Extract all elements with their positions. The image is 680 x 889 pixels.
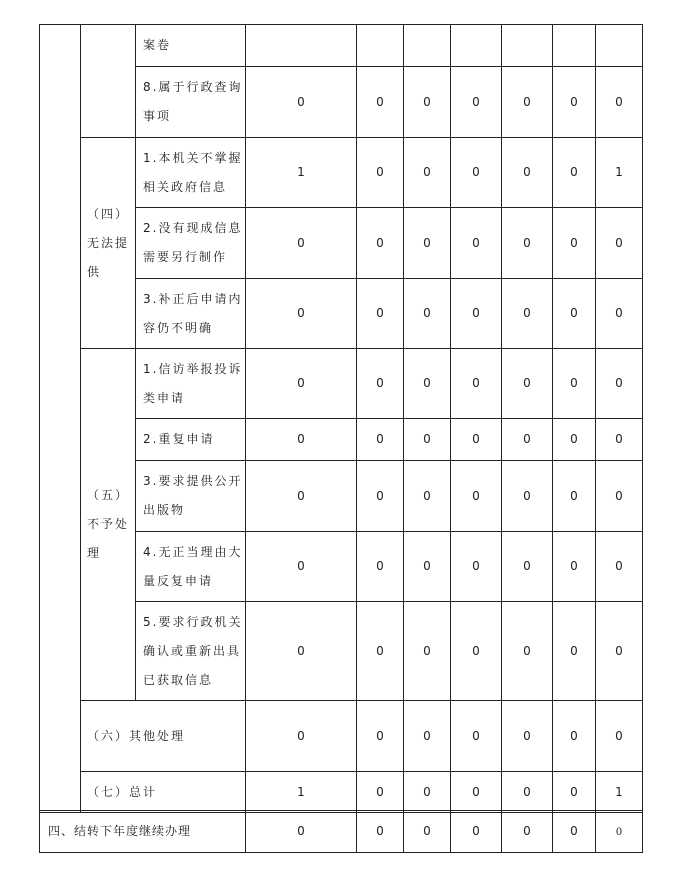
table-row — [40, 138, 643, 208]
row-label: 1.信访举报投诉类申请 — [136, 349, 246, 419]
value-cell: 0 — [553, 349, 596, 419]
value-cell: 0 — [553, 532, 596, 602]
value-cell: 0 — [404, 701, 451, 772]
left-margin-cell — [40, 25, 81, 813]
value-cell: 0 — [553, 701, 596, 772]
group-label-not-processed: （五）不予处理 — [81, 349, 136, 701]
value-cell: 1 — [246, 138, 357, 208]
value-cell: 0 — [246, 279, 357, 349]
value-cell: 0 — [596, 67, 643, 138]
value-cell: 0 — [451, 532, 502, 602]
value-cell: 0 — [404, 419, 451, 461]
row-label: 8.属于行政查询事项 — [136, 67, 246, 138]
value-cell: 0 — [404, 138, 451, 208]
row-label-total: （七）总计 — [81, 772, 246, 813]
value-cell: 0 — [404, 532, 451, 602]
statistics-table — [39, 24, 643, 813]
value-cell: 0 — [553, 811, 596, 853]
value-cell: 0 — [502, 532, 553, 602]
row-label: 3.要求提供公开出版物 — [136, 461, 246, 532]
value-cell: 0 — [596, 811, 643, 853]
value-cell: 0 — [553, 419, 596, 461]
table-row — [40, 772, 643, 813]
value-cell — [596, 25, 643, 67]
row-label: 2.没有现成信息需要另行制作 — [136, 208, 246, 279]
value-cell: 1 — [596, 138, 643, 208]
row-label: 1.本机关不掌握相关政府信息 — [136, 138, 246, 208]
value-cell: 0 — [404, 279, 451, 349]
value-cell — [357, 25, 404, 67]
value-cell: 0 — [596, 701, 643, 772]
value-cell: 0 — [451, 67, 502, 138]
value-cell: 0 — [451, 279, 502, 349]
value-cell: 0 — [502, 602, 553, 701]
value-cell: 0 — [357, 138, 404, 208]
value-cell: 0 — [553, 461, 596, 532]
value-cell: 0 — [246, 811, 357, 853]
value-cell: 0 — [502, 461, 553, 532]
value-cell: 0 — [246, 208, 357, 279]
value-cell: 0 — [246, 419, 357, 461]
value-cell: 0 — [502, 701, 553, 772]
value-cell: 0 — [553, 67, 596, 138]
value-cell: 0 — [553, 772, 596, 813]
value-cell: 0 — [553, 602, 596, 701]
value-cell: 0 — [357, 532, 404, 602]
carryover-table — [39, 810, 643, 853]
value-cell: 0 — [404, 349, 451, 419]
row-label: 案卷 — [136, 25, 246, 67]
table-row — [40, 811, 643, 853]
value-cell: 0 — [357, 419, 404, 461]
row-label: 5.要求行政机关确认或重新出具已获取信息 — [136, 602, 246, 701]
table-row — [40, 25, 643, 67]
value-cell: 0 — [596, 461, 643, 532]
value-cell: 0 — [502, 811, 553, 853]
value-cell: 0 — [357, 461, 404, 532]
value-cell: 0 — [357, 349, 404, 419]
value-cell: 1 — [246, 772, 357, 813]
value-cell: 0 — [357, 701, 404, 772]
value-cell: 0 — [357, 67, 404, 138]
value-cell: 0 — [404, 67, 451, 138]
value-cell: 0 — [596, 279, 643, 349]
value-cell — [553, 25, 596, 67]
value-cell: 0 — [404, 772, 451, 813]
value-cell: 0 — [451, 138, 502, 208]
value-cell: 1 — [596, 772, 643, 813]
row-label: 4.无正当理由大量反复申请 — [136, 532, 246, 602]
value-cell — [404, 25, 451, 67]
value-cell: 0 — [502, 138, 553, 208]
value-cell: 0 — [596, 602, 643, 701]
value-cell: 0 — [596, 349, 643, 419]
value-cell: 0 — [357, 208, 404, 279]
value-cell: 0 — [357, 811, 404, 853]
value-cell: 0 — [553, 279, 596, 349]
value-cell: 0 — [502, 67, 553, 138]
value-cell: 0 — [502, 349, 553, 419]
value-cell: 0 — [246, 67, 357, 138]
value-cell: 0 — [451, 461, 502, 532]
value-cell: 0 — [357, 772, 404, 813]
value-cell: 0 — [451, 208, 502, 279]
row-label-carryover: 四、结转下年度继续办理 — [40, 811, 246, 853]
value-cell — [246, 25, 357, 67]
table-row — [40, 349, 643, 419]
value-cell: 0 — [553, 208, 596, 279]
row-label-other-processing: （六）其他处理 — [81, 701, 246, 772]
row-label: 3.补正后申请内容仍不明确 — [136, 279, 246, 349]
value-cell: 0 — [404, 602, 451, 701]
value-cell: 0 — [451, 811, 502, 853]
value-cell: 0 — [502, 208, 553, 279]
group-label-cannot-provide: （四）无法提供 — [81, 138, 136, 349]
value-cell — [451, 25, 502, 67]
value-cell: 0 — [596, 419, 643, 461]
value-cell: 0 — [357, 602, 404, 701]
table-row — [40, 701, 643, 772]
value-cell: 0 — [502, 772, 553, 813]
value-cell: 0 — [404, 811, 451, 853]
value-cell: 0 — [246, 461, 357, 532]
value-cell: 0 — [246, 532, 357, 602]
value-cell: 0 — [404, 208, 451, 279]
value-cell: 0 — [246, 602, 357, 701]
value-cell: 0 — [502, 279, 553, 349]
value-cell: 0 — [451, 602, 502, 701]
value-cell: 0 — [451, 349, 502, 419]
value-cell: 0 — [246, 349, 357, 419]
value-cell: 0 — [246, 701, 357, 772]
value-cell: 0 — [404, 461, 451, 532]
value-cell: 0 — [357, 279, 404, 349]
value-cell — [502, 25, 553, 67]
value-cell: 0 — [596, 208, 643, 279]
value-cell: 0 — [451, 701, 502, 772]
value-cell: 0 — [451, 419, 502, 461]
row-label: 2.重复申请 — [136, 419, 246, 461]
value-cell: 0 — [502, 419, 553, 461]
value-cell: 0 — [451, 772, 502, 813]
value-cell: 0 — [596, 532, 643, 602]
value-cell: 0 — [553, 138, 596, 208]
group-cell-blank — [81, 25, 136, 138]
